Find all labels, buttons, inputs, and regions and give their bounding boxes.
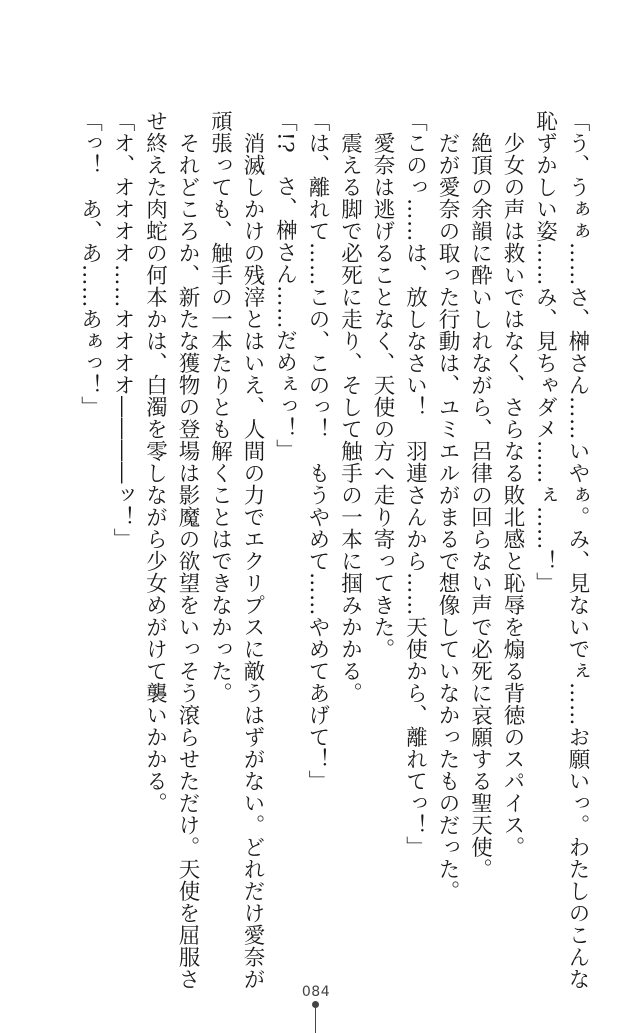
text-line: 「は、離れて……この、このっ！ もうやめて……やめてあげて！」 <box>305 110 330 792</box>
body-text <box>73 110 593 990</box>
text-line: せ終えた肉蛇の何本かは、白濁を零しながら少女めがけて襲いかかる。 <box>142 110 168 814</box>
text-line: 「オ、オオオオ……オオオオ――――ッ！」 <box>110 110 135 550</box>
page-marker-line <box>315 1002 316 1033</box>
text-line: 「っ！ あ、あ……あぁっ！」 <box>77 110 103 418</box>
text-line: 「!? さ、榊さん……だめぇっ！」 <box>272 110 298 462</box>
text-line: 少女の声は救いではなく、さらなる敗北感と恥辱を煽る背徳のスパイス。 <box>500 110 525 858</box>
page-number: 084 <box>301 984 331 1000</box>
text-line: 絶頂の余韻に酔いしれながら、呂律の回らない声で必死に哀願する聖天使。 <box>467 110 493 880</box>
text-line: 頑張っても、触手の一本たりとも解くことはできなかった。 <box>207 110 233 704</box>
text-line: 「このっ……は、放しなさい！ 羽連さんから……天使から、離れてっ！」 <box>402 110 428 858</box>
text-line: それどころか、新たな獲物の登場は影魔の欲望をいっそう滾らせただけ。天使を屈服さ <box>175 110 200 990</box>
text-line: だが愛奈の取った行動は、ユミエルがまるで想像していなかったものだった。 <box>435 110 460 902</box>
text-line: 愛奈は逃げることなく、天使の方へ走り寄ってきた。 <box>370 110 395 660</box>
text-line: 消滅しかけの残滓とはいえ、人間の力でエクリプスに敵うはずがない。どれだけ愛奈が <box>240 110 265 990</box>
text-line: 震える脚で必死に走り、そして触手の一本に掴みかかる。 <box>337 110 363 704</box>
text-line: 「う、うぁぁ……さ、榊さん……いやぁ。み、見ないでぇ……お願いっ。わたしのこんな <box>565 110 590 990</box>
text-line: 恥ずかしい姿……み、見ちゃダメ……ぇ……！」 <box>532 110 558 594</box>
